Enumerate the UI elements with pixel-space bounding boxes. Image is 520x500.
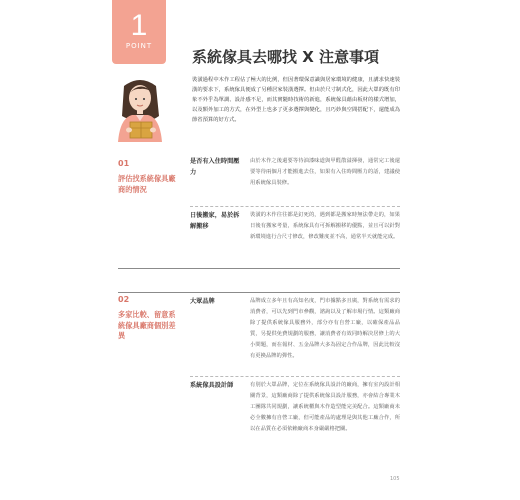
section-divider xyxy=(118,292,400,293)
point-badge xyxy=(112,0,166,64)
item-body: 品牌成立多年且有高知名度，門市據點多且廣，對系統有需求的消費者，可以先到門市參觀，諮詢以及了解市場行情。這類廠商除了提供系統傢具服務外，部分亦有自營工廠，以確保產品品質，另提供免費規劃的服務，讓消費者有效同時解決居修上的大小問題，而在報材、五金品牌大多為固定合作品牌，因此比較沒有更換品牌的彈性。 xyxy=(250,298,400,359)
intro-paragraph: 裝潢過程中木作工程佔了極大的比例，但因著環保意識與居家環境的健康，且講求快速裝潢的要求下，系統傢具便成了另種居家裝潢選擇。但由於尺寸制式化，因此大眾的既有印象不外乎為單調、設計感不足，而其實隨時技術的新進，系統傢具藉由板材的樣式增加，以及額外加工的方式，在外型上也多了更多選擇與變化，且巧妙與空間搭配下，還能成為節省預算的好方式。 xyxy=(192,77,400,123)
item-body: 有別於大眾品牌，定位在系統傢具設計的廠商，擁有室內設計相關背景，這類廠商除了提供系統傢具設計服務，亦會結合專業木工團隊共同規劃，讓系統櫃與木作造型能完美配合。這類廠商未必全數擁有自營工廠，但可能產品的處理是與其他工廠合作，所以在品質在必須依賴廠商本身嚴嚴格把關。 xyxy=(250,382,400,432)
point-number: 1 xyxy=(130,9,148,42)
point-label: POINT xyxy=(125,42,153,50)
item-body: 裝潢的木作往往都是釘死的，遇到都是搬家時無法帶走的，如果日後有搬家考量，系統傢具有可拆解搬移的優點，並且可以針對新環境進行合尺寸修改，修改難度並不高，通常半天就能完成。 xyxy=(250,212,400,240)
item-label: 系統傢具設計師 xyxy=(190,382,234,389)
item-label: 是否有入住時間壓力 xyxy=(190,158,240,176)
woman-holding-box-illustration xyxy=(96,76,186,142)
page-number: 105 xyxy=(390,476,400,482)
section-title: 評估找系統傢具廠商的情況 xyxy=(118,174,176,194)
section-01 xyxy=(118,156,400,269)
section-title: 多家比較、留意系統傢具廠商個別差異 xyxy=(118,310,176,340)
section-number: 01 xyxy=(118,159,130,168)
item-separator xyxy=(190,206,400,207)
section-divider xyxy=(118,268,400,269)
page-title: 系統傢具去哪找 X 注意事項 xyxy=(192,48,380,66)
item-label: 日後搬家，易於拆解搬移 xyxy=(190,212,240,230)
section-02 xyxy=(118,292,400,468)
item-label: 大眾品牌 xyxy=(190,298,215,305)
item-body: 由於木作之後還要等待油漆味道與甲醛散溢揮發，通常完工後還要等待兩個月才能搬進去住，如果有入住時間壓力的話，建議使用系統傢具裝修。 xyxy=(250,158,400,186)
item-separator xyxy=(190,376,400,377)
section-number: 02 xyxy=(118,295,130,304)
